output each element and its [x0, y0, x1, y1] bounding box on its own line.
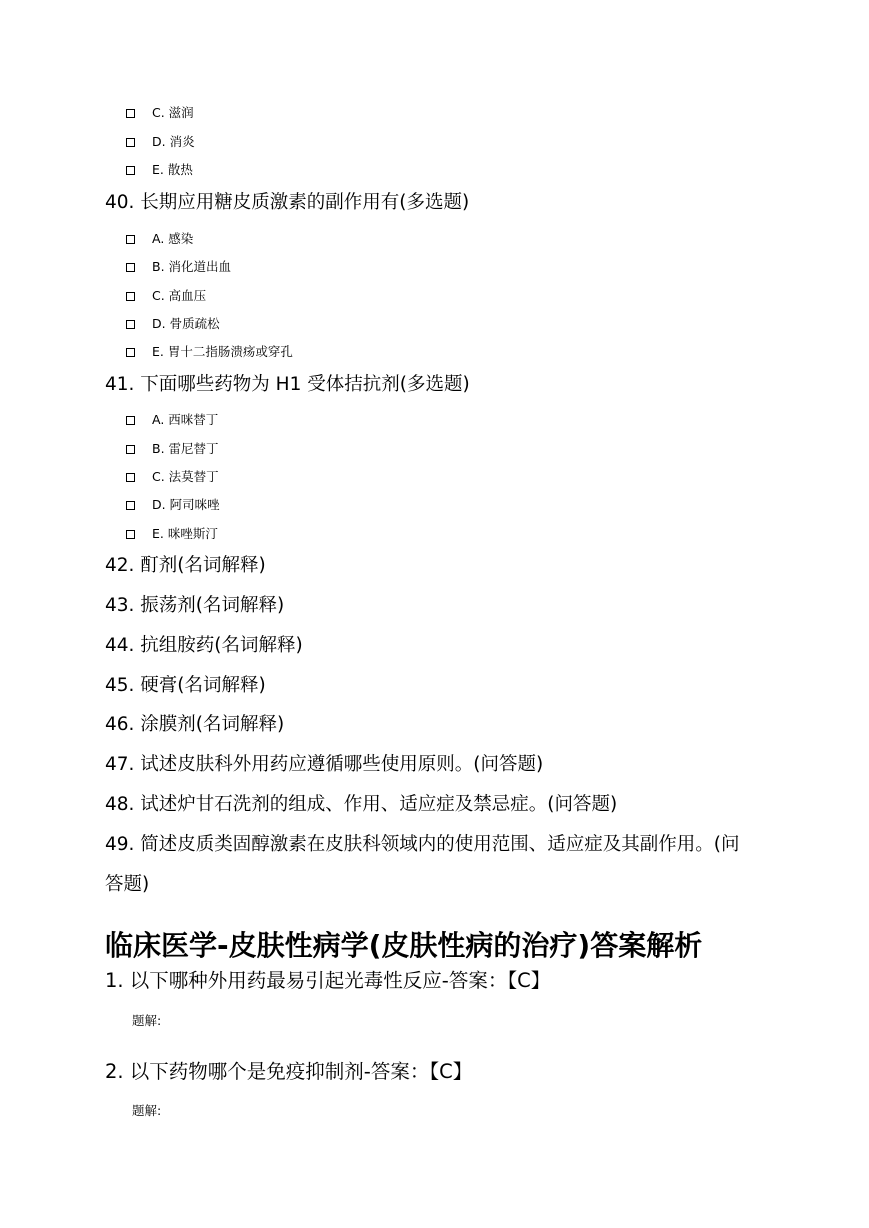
checkbox-icon[interactable]: [126, 138, 135, 147]
option-checkbox-item[interactable]: [126, 229, 193, 249]
option-label: D. 骨质疏松: [152, 316, 220, 331]
option-checkbox-item[interactable]: [126, 103, 194, 123]
option-label: C. 法莫替丁: [152, 469, 219, 484]
checkbox-icon[interactable]: [126, 445, 135, 454]
checkbox-icon[interactable]: [126, 530, 135, 539]
option-label: D. 阿司咪唑: [152, 497, 220, 512]
question-45: 45. 硬膏(名词解释): [105, 675, 266, 696]
option-checkbox-item[interactable]: [126, 342, 293, 362]
question-44: 44. 抗组胺药(名词解释): [105, 635, 303, 656]
question-42: 42. 酊剂(名词解释): [105, 555, 266, 576]
option-label: E. 咪唑斯汀: [152, 526, 218, 541]
option-label: C. 高血压: [152, 288, 207, 303]
checkbox-icon[interactable]: [126, 501, 135, 510]
option-checkbox-item[interactable]: [126, 410, 218, 430]
option-label: B. 消化道出血: [152, 259, 232, 274]
answer-item: 2. 以下药物哪个是免疫抑制剂-答案：【C】: [105, 1060, 473, 1083]
option-checkbox-item[interactable]: [126, 495, 220, 515]
answer-explanation: 题解:: [132, 1103, 162, 1118]
checkbox-icon[interactable]: [126, 166, 135, 175]
option-label: E. 胃十二指肠溃疡或穿孔: [152, 344, 293, 359]
question-48: 48. 试述炉甘石洗剂的组成、作用、适应症及禁忌症。(问答题): [105, 794, 618, 815]
option-checkbox-item[interactable]: [126, 439, 219, 459]
answer-item: 1. 以下哪种外用药最易引起光毒性反应-答案：【C】: [105, 969, 551, 992]
option-checkbox-item[interactable]: [126, 132, 195, 152]
option-label: C. 滋润: [152, 105, 194, 120]
option-checkbox-item[interactable]: [126, 286, 206, 306]
option-checkbox-item[interactable]: [126, 467, 219, 487]
checkbox-icon[interactable]: [126, 235, 135, 244]
question-41-title: 41. 下面哪些药物为 H1 受体拮抗剂(多选题): [105, 374, 470, 395]
question-49: 49. 简述皮质类固醇激素在皮肤科领域内的使用范围、适应症及其副作用。(问答题): [105, 834, 740, 895]
checkbox-icon[interactable]: [126, 109, 135, 118]
option-label: D. 消炎: [152, 134, 195, 149]
option-label: A. 感染: [152, 231, 194, 246]
checkbox-icon[interactable]: [126, 348, 135, 357]
answer-explanation: 题解:: [132, 1013, 162, 1028]
question-46: 46. 涂膜剂(名词解释): [105, 714, 285, 735]
checkbox-icon[interactable]: [126, 263, 135, 272]
question-40-title: 40. 长期应用糖皮质激素的副作用有(多选题): [105, 192, 470, 213]
option-label: E. 散热: [152, 162, 193, 177]
checkbox-icon[interactable]: [126, 292, 135, 301]
option-checkbox-item[interactable]: [126, 314, 220, 334]
option-checkbox-item[interactable]: [126, 257, 231, 277]
question-43: 43. 振荡剂(名词解释): [105, 595, 285, 616]
question-47: 47. 试述皮肤科外用药应遵循哪些使用原则。(问答题): [105, 754, 544, 775]
option-label: A. 西咪替丁: [152, 412, 219, 427]
answer-section-heading: 临床医学-皮肤性病学(皮肤性病的治疗)答案解析: [105, 929, 703, 962]
option-label: B. 雷尼替丁: [152, 441, 219, 456]
option-checkbox-item[interactable]: [126, 524, 218, 544]
option-checkbox-item[interactable]: [126, 160, 193, 180]
checkbox-icon[interactable]: [126, 416, 135, 425]
checkbox-icon[interactable]: [126, 473, 135, 482]
checkbox-icon[interactable]: [126, 320, 135, 329]
